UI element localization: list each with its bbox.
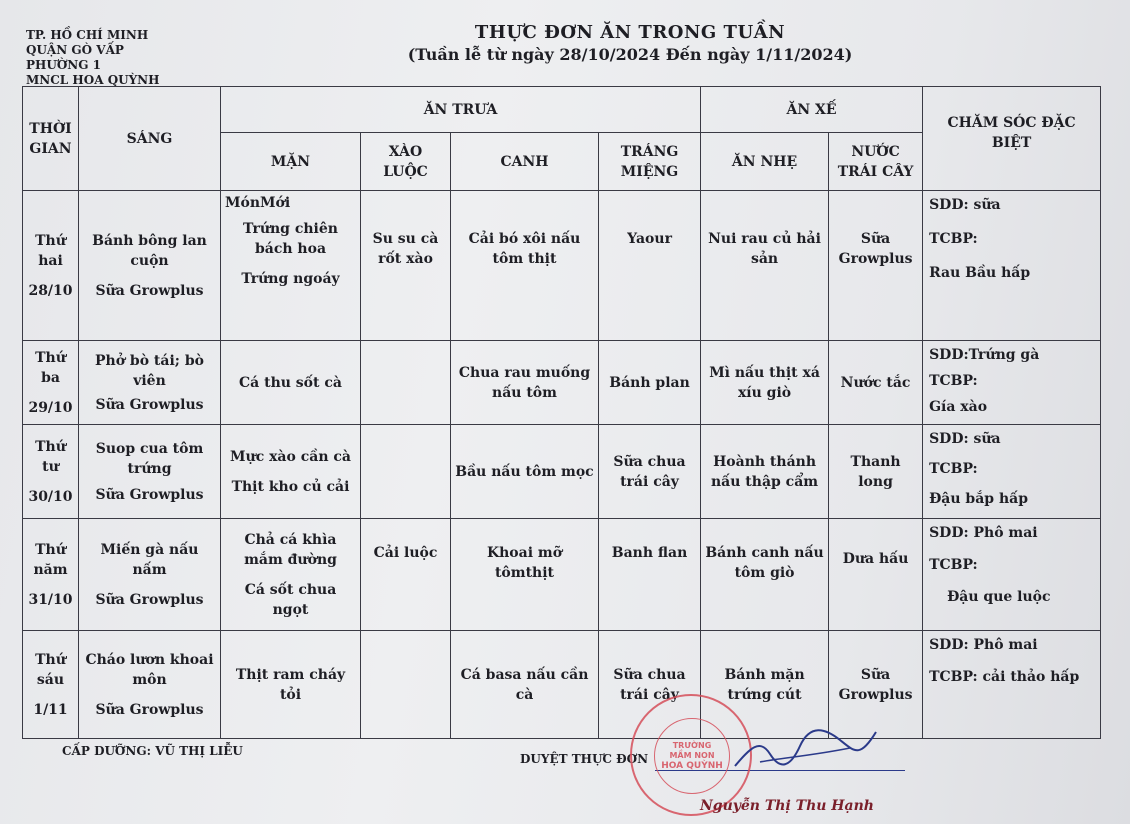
breakfast-cell: [79, 631, 221, 739]
care-dish: Gía xào: [929, 399, 988, 415]
day-cell: [23, 519, 79, 631]
soup-cell: Chua rau muống nấu tôm: [451, 341, 599, 425]
table-row: [23, 519, 1101, 631]
header-snack: ĂN XẾ: [701, 87, 923, 133]
light-meal-cell: Mì nấu thịt xá xíu giò: [701, 341, 829, 425]
breakfast-cell: [79, 341, 221, 425]
day-label: Thứ tư: [35, 438, 66, 475]
fruit-juice-cell: Thanh long: [829, 425, 923, 519]
day-label: Thứ năm: [33, 541, 68, 578]
dessert-cell: Yaour: [599, 191, 701, 341]
salty-cell: [221, 425, 361, 519]
care-dish: Đậu que luộc: [947, 589, 1051, 605]
header-light-meal: ĂN NHẸ: [701, 133, 829, 191]
day-label: Thứ ba: [35, 349, 66, 386]
salty-dish-2: Thịt kho củ cải: [231, 478, 350, 495]
header-dessert: TRÁNG MIỆNG: [599, 133, 701, 191]
dessert-cell: Sữa chua trái cây: [599, 631, 701, 739]
breakfast-dish: Phở bò tái; bò viên: [95, 352, 204, 389]
stir-fry-cell: Cải luộc: [361, 519, 451, 631]
seal-line-3: HOA QUỲNH: [661, 761, 723, 771]
day-label: Thứ sáu: [35, 651, 66, 688]
special-care-cell: [923, 519, 1101, 631]
light-meal-cell: Bánh mặn trứng cút: [701, 631, 829, 739]
salty-cell: [221, 519, 361, 631]
care-malnutrition: SDD: sữa: [929, 197, 1001, 213]
fruit-juice-cell: Sữa Growplus: [829, 191, 923, 341]
stir-fry-cell: [361, 631, 451, 739]
care-malnutrition: SDD: Phô mai: [929, 525, 1038, 541]
breakfast-dish: Suop cua tôm trứng: [95, 440, 204, 477]
care-dish: Rau Bầu hấp: [929, 265, 1031, 281]
light-meal-cell: Nui rau củ hải sản: [701, 191, 829, 341]
title-main: THỰC ĐƠN ĂN TRONG TUẦN: [474, 22, 786, 43]
salty-dish-1: Mực xào cần cà: [230, 448, 351, 465]
dessert-cell: Sữa chua trái cây: [599, 425, 701, 519]
day-date: 30/10: [28, 488, 73, 505]
org-school: MNCL HOA QUỲNH: [26, 73, 160, 87]
table-row: [23, 191, 1101, 341]
day-date: 1/11: [33, 701, 68, 718]
fruit-juice-cell: Sữa Growplus: [829, 631, 923, 739]
salty-dish-1: Trứng chiên bách hoa: [243, 221, 338, 257]
light-meal-cell: Bánh canh nấu tôm giò: [701, 519, 829, 631]
day-date: 31/10: [28, 591, 73, 608]
header-salty: MẶN: [221, 133, 361, 191]
table-row: [23, 425, 1101, 519]
dessert-cell: Banh flan: [599, 519, 701, 631]
breakfast-cell: [79, 191, 221, 341]
stir-fry-cell: Su su cà rốt xào: [361, 191, 451, 341]
seal-line-2: MẦM NON: [669, 751, 715, 760]
org-city: TP. HỒ CHÍ MINH: [26, 28, 149, 42]
care-overweight: TCBP:: [929, 461, 978, 477]
header-stir-fry: XÀO LUỘC: [361, 133, 451, 191]
dessert-cell: Bánh plan: [599, 341, 701, 425]
day-cell: [23, 631, 79, 739]
salty-dish-2: Cá sốt chua ngọt: [244, 581, 337, 618]
org-ward: PHƯỜNG 1: [26, 58, 102, 72]
header-lunch: ĂN TRƯA: [221, 87, 701, 133]
care-malnutrition: SDD: Phô mai: [929, 637, 1038, 653]
table-row: [23, 631, 1101, 739]
organization-header: [26, 28, 160, 88]
soup-cell: Bầu nấu tôm mọc: [451, 425, 599, 519]
day-label: Thứ hai: [35, 232, 66, 269]
care-overweight: TCBP:: [929, 557, 978, 573]
stir-fry-cell: [361, 341, 451, 425]
day-date: 28/10: [28, 282, 73, 299]
salty-cell: Cá thu sốt cà: [221, 341, 361, 425]
fruit-juice-cell: Dưa hấu: [829, 519, 923, 631]
salty-dish-2: Trứng ngoáy: [241, 271, 340, 287]
fruit-juice-cell: Nước tắc: [829, 341, 923, 425]
breakfast-milk: Sữa Growplus: [95, 701, 204, 718]
day-cell: [23, 191, 79, 341]
day-cell: [23, 425, 79, 519]
seal-center: [654, 718, 730, 794]
breakfast-milk: Sữa Growplus: [95, 591, 204, 608]
handwritten-signature: [730, 718, 880, 778]
special-care-cell: [923, 425, 1101, 519]
care-malnutrition: SDD:Trứng gà: [929, 347, 1040, 363]
special-care-cell: [923, 191, 1101, 341]
care-overweight: TCBP:: [929, 373, 978, 389]
day-date: 29/10: [28, 399, 73, 416]
breakfast-milk: Sữa Growplus: [95, 486, 204, 503]
salty-cell: Thịt ram cháy tỏi: [221, 631, 361, 739]
header-special-care: CHĂM SÓC ĐẶC BIỆT: [923, 87, 1101, 191]
approval-label: DUYỆT THỰC ĐƠN: [520, 752, 649, 766]
header-breakfast: SÁNG: [79, 87, 221, 191]
breakfast-cell: [79, 425, 221, 519]
breakfast-milk: Sữa Growplus: [95, 396, 204, 413]
care-dish: Đậu bắp hấp: [929, 491, 1028, 507]
care-overweight: TCBP: cải thảo hấp: [929, 669, 1080, 685]
day-cell: [23, 341, 79, 425]
breakfast-dish: Miến gà nấu nấm: [100, 541, 199, 578]
stir-fry-cell: [361, 425, 451, 519]
soup-cell: Cải bó xôi nấu tôm thịt: [451, 191, 599, 341]
salty-cell: [221, 191, 361, 341]
special-care-cell: [923, 341, 1101, 425]
care-malnutrition: SDD: sữa: [929, 431, 1001, 447]
table-row: [23, 341, 1101, 425]
title-sub: (Tuần lễ từ ngày 28/10/2024 Đến ngày 1/11/2024): [407, 45, 853, 64]
light-meal-cell: Hoành thánh nấu thập cẩm: [701, 425, 829, 519]
special-care-cell: [923, 631, 1101, 739]
approver-name: Nguyễn Thị Thu Hạnh: [700, 798, 874, 814]
cook-name: CẤP DƯỠNG: VŨ THỊ LIỄU: [62, 744, 243, 758]
breakfast-dish: Cháo lươn khoai môn: [85, 651, 214, 688]
breakfast-dish: Bánh bông lan cuộn: [92, 232, 207, 269]
header-soup: CANH: [451, 133, 599, 191]
breakfast-cell: [79, 519, 221, 631]
header-fruit-juice: NƯỚC TRÁI CÂY: [829, 133, 923, 191]
new-dish-note: MónMới: [225, 195, 291, 211]
soup-cell: Khoai mỡ tômthịt: [451, 519, 599, 631]
weekly-menu-table: [22, 86, 1101, 739]
header-time: THỜI GIAN: [23, 87, 79, 191]
soup-cell: Cá basa nấu cần cà: [451, 631, 599, 739]
org-district: QUẬN GÒ VẤP: [26, 43, 124, 57]
document-title: [330, 22, 930, 64]
salty-dish-1: Chả cá khìa mắm đường: [244, 531, 337, 568]
breakfast-milk: Sữa Growplus: [95, 282, 204, 299]
care-overweight: TCBP:: [929, 231, 978, 247]
seal-line-1: TRƯỜNG: [672, 741, 712, 750]
